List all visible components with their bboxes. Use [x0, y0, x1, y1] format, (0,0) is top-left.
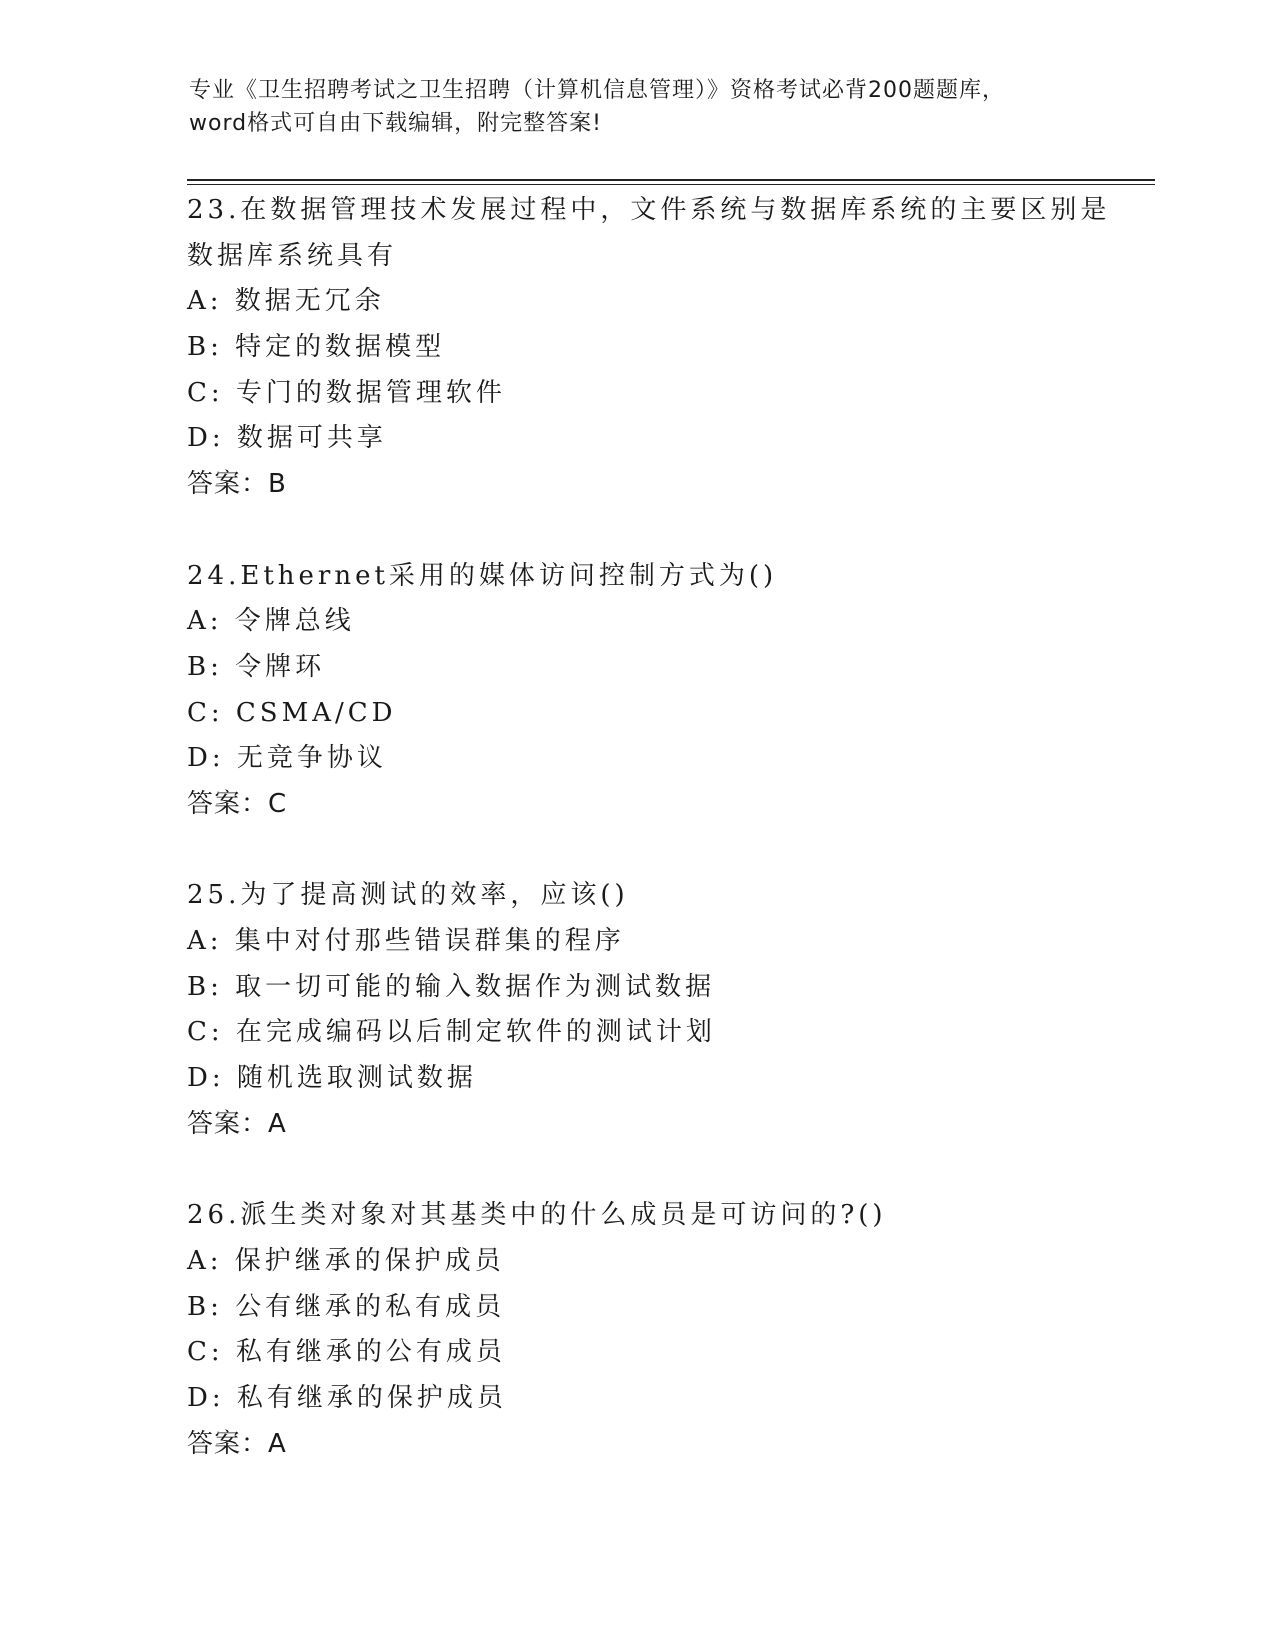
option-d: D: 随机选取测试数据	[187, 1063, 477, 1094]
answer: 答案：C	[187, 788, 288, 819]
option-b: B: 取一切可能的输入数据作为测试数据	[187, 971, 716, 1002]
option-b: B: 特定的数据模型	[187, 332, 446, 363]
header-line-2: word格式可自由下载编辑，附完整答案!	[189, 111, 602, 136]
question-25	[187, 873, 1167, 1147]
spacer	[187, 508, 1167, 554]
option-a: A: 集中对付那些错误群集的程序	[187, 926, 625, 956]
spacer	[187, 828, 1167, 874]
option-d: D: 数据可共享	[187, 423, 387, 454]
option-d: D: 私有继承的保护成员	[187, 1382, 507, 1413]
question-24	[187, 554, 1167, 828]
option-c: C: 专门的数据管理软件	[187, 377, 506, 408]
option-a: A: 数据无冗余	[187, 286, 385, 317]
question-stem: 23.在数据管理技术发展过程中，文件系统与数据库系统的主要区别是	[187, 195, 1111, 225]
document-header	[189, 74, 1089, 140]
question-stem: 24.Ethernet采用的媒体访问控制方式为()	[187, 560, 778, 591]
spacer	[187, 1147, 1167, 1193]
question-26	[187, 1193, 1167, 1467]
header-line-1: 专业《卫生招聘考试之卫生招聘（计算机信息管理）》资格考试必背200题题库，	[189, 78, 1005, 103]
option-a: A: 保护继承的保护成员	[187, 1245, 505, 1276]
answer: 答案：A	[187, 1108, 287, 1139]
option-c: C: 私有继承的公有成员	[187, 1337, 506, 1368]
question-stem: 26.派生类对象对其基类中的什么成员是可访问的?()	[187, 1200, 887, 1231]
option-a: A: 令牌总线	[187, 606, 355, 637]
option-d: D: 无竞争协议	[187, 743, 387, 774]
answer: 答案：B	[187, 469, 287, 500]
option-c: C: 在完成编码以后制定软件的测试计划	[187, 1017, 716, 1048]
option-c: C: CSMA/CD	[187, 697, 397, 728]
option-b: B: 令牌环	[187, 651, 326, 682]
answer: 答案：A	[187, 1428, 287, 1459]
question-stem: 数据库系统具有	[187, 240, 398, 271]
question-list	[187, 188, 1167, 1467]
header-divider-thick	[187, 179, 1155, 181]
question-stem: 25.为了提高测试的效率，应该()	[187, 880, 629, 911]
question-23	[187, 188, 1167, 508]
option-b: B: 公有继承的私有成员	[187, 1291, 506, 1322]
header-divider-thin	[187, 184, 1155, 185]
